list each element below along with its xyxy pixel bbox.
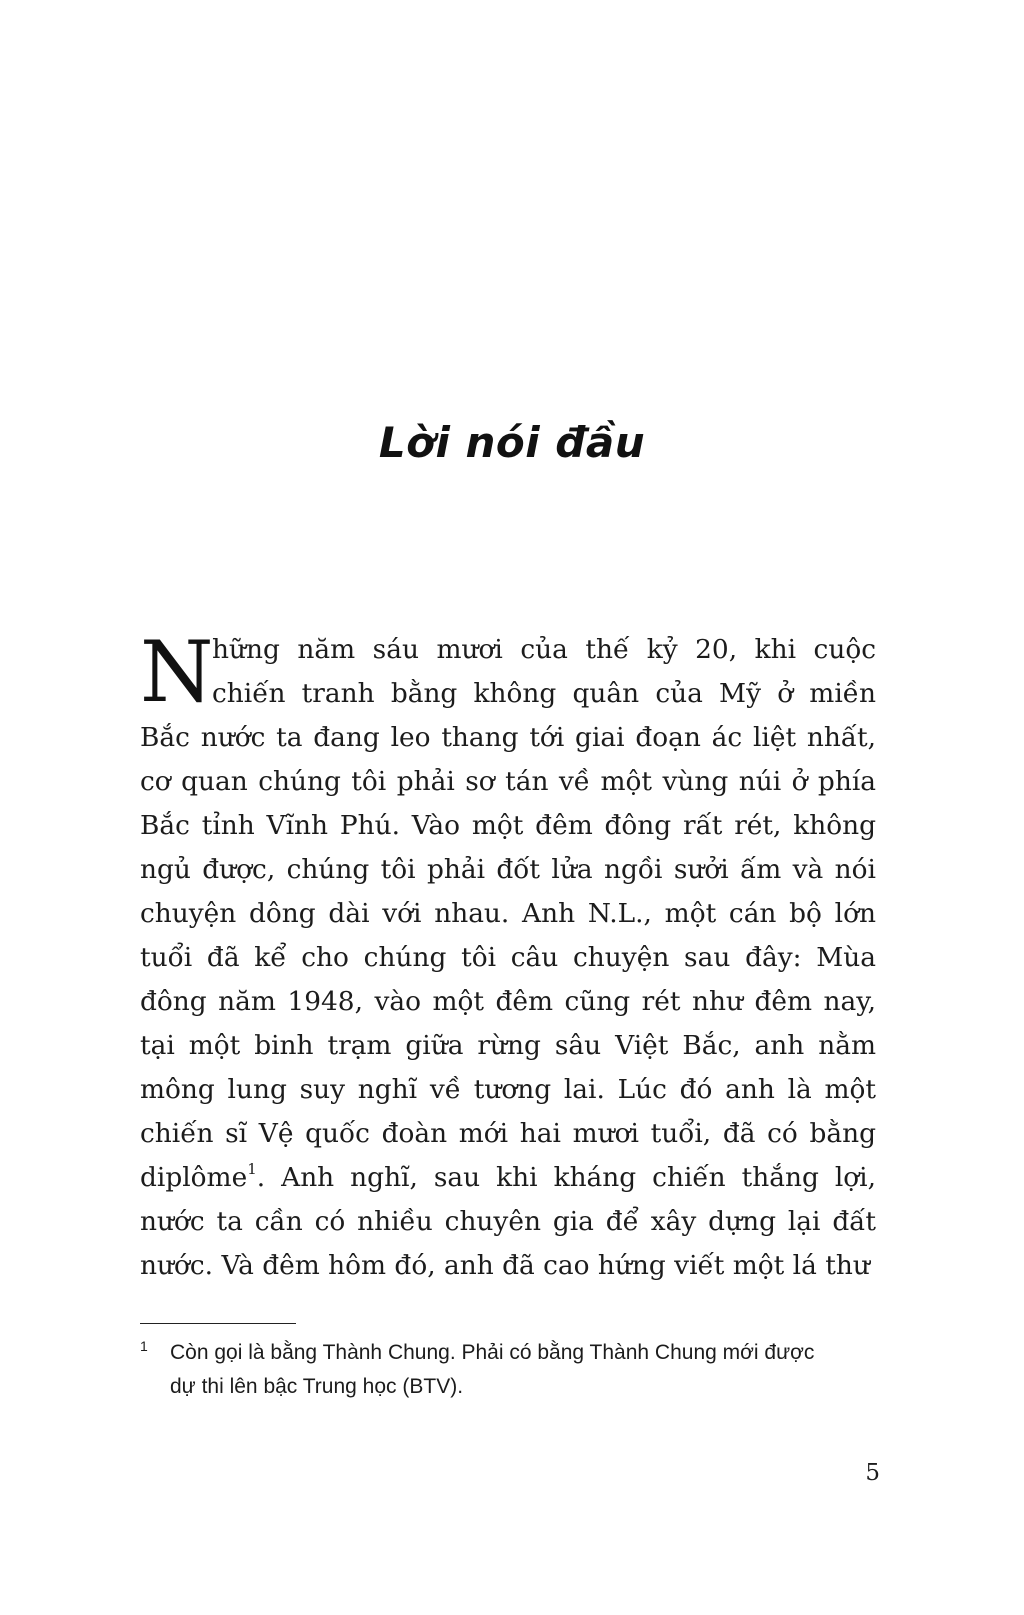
footnote-number: 1 — [140, 1338, 148, 1354]
drop-cap: N — [140, 623, 214, 721]
footnote-divider — [140, 1323, 296, 1324]
body-line: nước ta cần có nhiều chuyên gia để xây dựng lại đất — [140, 1206, 876, 1237]
body-line: đông năm 1948, vào một đêm cũng rét như đêm nay, — [140, 986, 876, 1017]
body-line: tại một binh trạm giữa rừng sâu Việt Bắc, anh nằm — [140, 1030, 876, 1061]
body-line: tuổi đã kể cho chúng tôi câu chuyện sau đây: Mùa — [140, 942, 876, 973]
footnote-reference[interactable]: 1 — [247, 1160, 257, 1178]
body-line: ngủ được, chúng tôi phải đốt lửa ngồi sưởi ấm và nói — [140, 854, 876, 885]
body-text-segment: diplôme — [140, 1162, 248, 1193]
footnote-line: dự thi lên bậc Trung học (BTV). — [170, 1375, 464, 1398]
body-line: chiến sĩ Vệ quốc đoàn mới hai mươi tuổi, đã có bằng — [140, 1118, 876, 1149]
body-line: nước. Và đêm hôm đó, anh đã cao hứng viết một lá thư — [140, 1250, 870, 1281]
body-line: hững năm sáu mươi của thế kỷ 20, khi cuộc — [212, 634, 876, 665]
footnote-line: Còn gọi là bằng Thành Chung. Phải có bằng Thành Chung mới được — [170, 1341, 815, 1364]
body-line: mông lung suy nghĩ về tương lai. Lúc đó anh là một — [140, 1074, 876, 1105]
body-text-segment: . Anh nghĩ, sau khi kháng chiến thắng lợi, — [256, 1162, 876, 1193]
body-paragraph — [140, 623, 876, 1288]
body-line: cơ quan chúng tôi phải sơ tán về một vùng núi ở phía — [140, 766, 876, 797]
body-line: Bắc nước ta đang leo thang tới giai đoạn ác liệt nhất, — [140, 722, 876, 753]
chapter-title: Lời nói đầu — [378, 418, 646, 467]
body-line: chiến tranh bằng không quân của Mỹ ở miền — [212, 678, 876, 709]
body-line: chuyện dông dài với nhau. Anh N.L., một cán bộ lớn — [140, 898, 876, 929]
footnote-text — [140, 1336, 880, 1404]
footnote — [140, 1336, 880, 1404]
body-line: Bắc tỉnh Vĩnh Phú. Vào một đêm đông rất rét, không — [140, 810, 876, 841]
body-line-with-footnote-ref — [140, 1156, 876, 1200]
page-number: 5 — [865, 1460, 880, 1486]
